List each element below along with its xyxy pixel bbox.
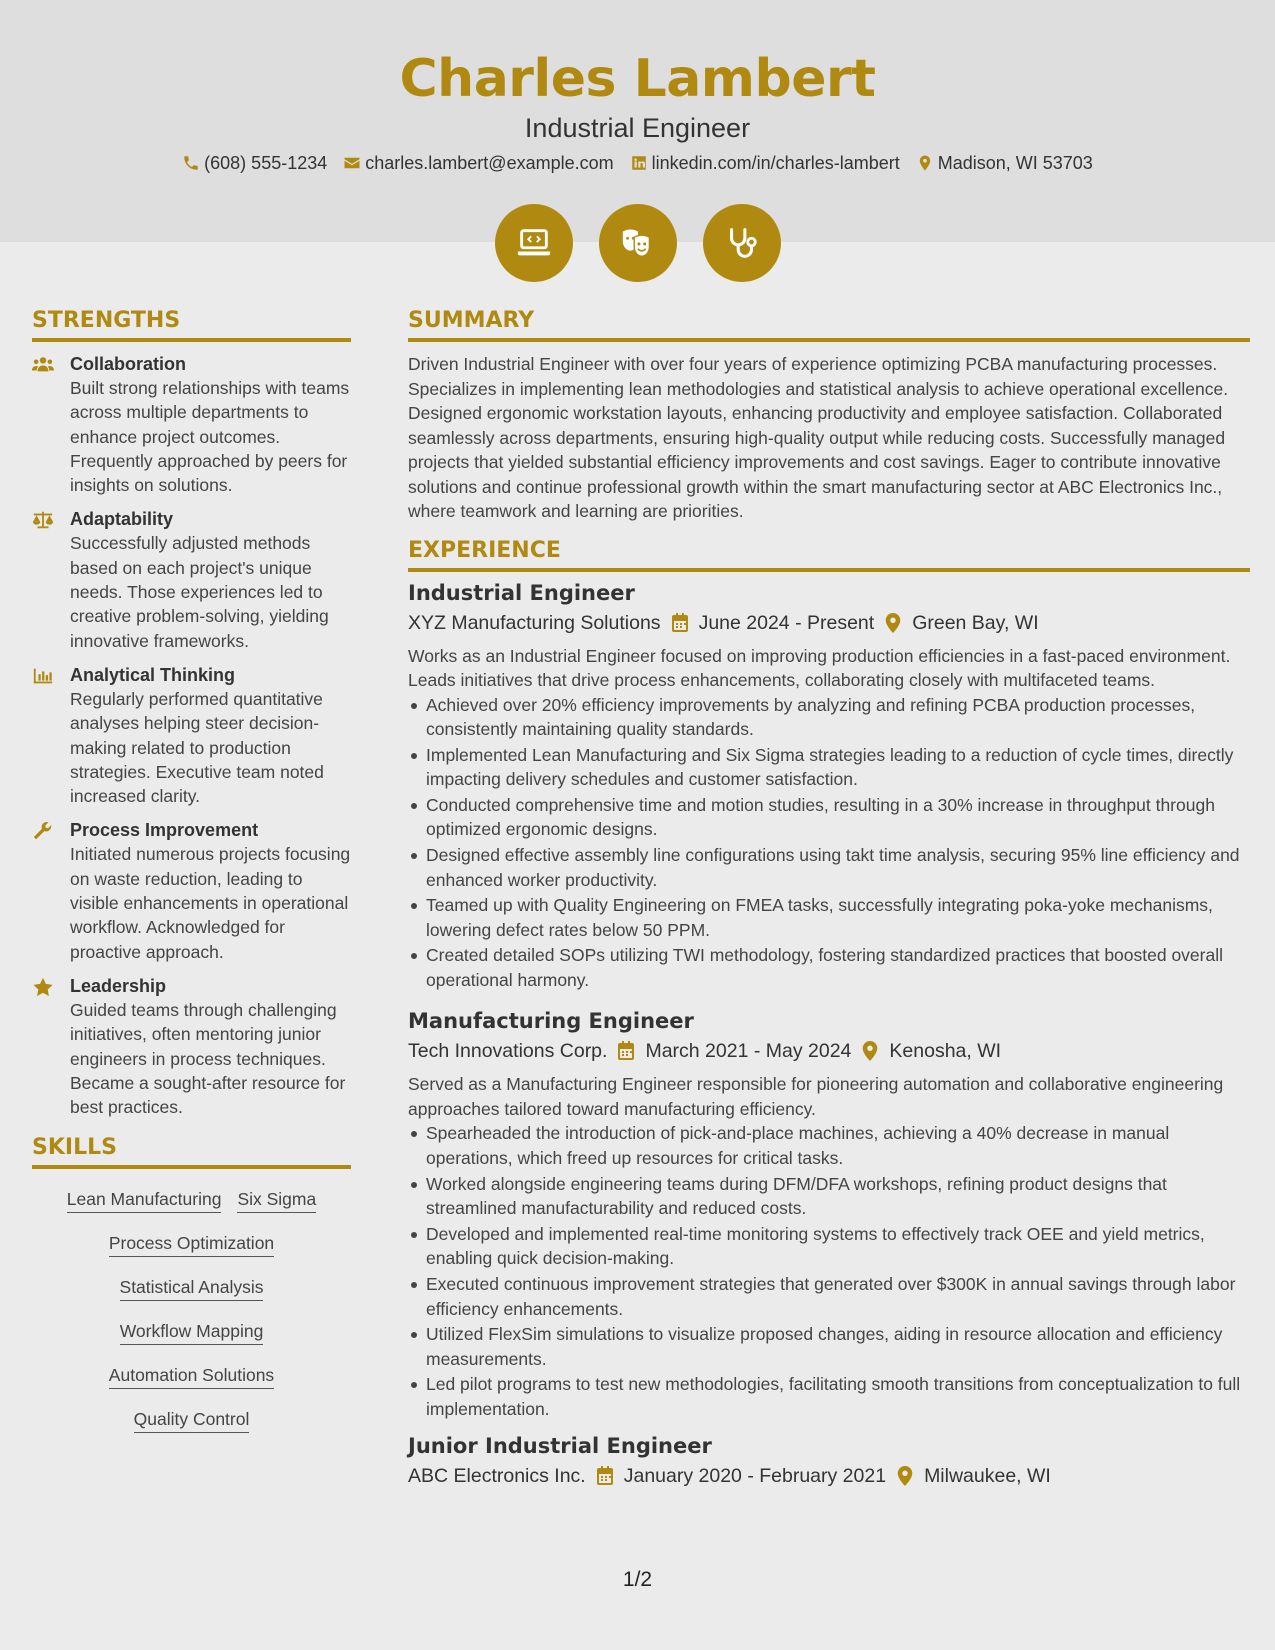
strengths-heading: STRENGTHS (32, 306, 351, 342)
resume-header (0, 44, 1275, 176)
strength-item (32, 507, 351, 652)
left-column (32, 306, 351, 1451)
contact-location (916, 150, 1093, 176)
skill-tag: Automation Solutions (109, 1363, 274, 1389)
phone-text: (608) 555-1234 (204, 153, 328, 173)
experience-heading: EXPERIENCE (408, 536, 1250, 572)
job-meta (408, 608, 1250, 638)
skill-tag: Lean Manufacturing (67, 1187, 222, 1213)
summary-text: Driven Industrial Engineer with over four years of experience optimizing PCBA manufacturing processes. Specializes in implementing lean methodologies and statistical analysis to achieve operational excellence. Designed ergonomic workstation layouts, enhancing productivity and employee satisfaction. Collaborated seamlessly across departments, ensuring high-quality output while reducing costs. Successfully managed projects that yielded substantial efficiency improvements and cost savings. Eager to contribute innovative solutions and continue professional growth within the smart manufacturing sector at ABC Electronics Inc., where teamwork and learning are priorities. (408, 354, 1229, 521)
strength-item (32, 663, 351, 808)
job-entry (408, 1431, 1250, 1491)
job-description: Works as an Industrial Engineer focused on improving production efficiencies in a fast-paced environment. Leads initiatives that drive process enhancements, collaborating closely with multifaceted teams. (408, 645, 1231, 690)
job-dates: June 2024 - Present (698, 611, 875, 634)
skill-tag: Quality Control (134, 1407, 250, 1433)
candidate-name: Charles Lambert (399, 49, 876, 109)
chart-bar-icon (32, 666, 54, 686)
skill-tag: Six Sigma (237, 1187, 316, 1213)
job-bullet: Worked alongside engineering teams during DFM/DFA workshops, refining product designs that streamlined manufacturability and reduced costs. (408, 1172, 1250, 1221)
job-bullet: Achieved over 20% efficiency improvements by analyzing and refining PCBA production processes, consistently maintaining quality standards. (408, 693, 1250, 742)
job-bullet: Spearheaded the introduction of pick-and-place machines, achieving a 40% decrease in manual operations, which freed up resources for critical tasks. (408, 1121, 1250, 1170)
right-column (408, 306, 1250, 1499)
interest-icons (0, 204, 1275, 282)
strength-description: Built strong relationships with teams across multiple departments to enhance project outcomes. Frequently approached by peers for insights on solutions. (70, 378, 350, 496)
job-bullet: Implemented Lean Manufacturing and Six Sigma strategies leading to a reduction of cycle times, directly impacting delivery schedules and customer satisfaction. (408, 743, 1250, 792)
contact-linkedin[interactable] (630, 150, 900, 176)
map-marker-icon (861, 1041, 879, 1061)
strength-description: Regularly performed quantitative analyses helping steer decision-making related to production strategies. Executive team noted increased clarity. (70, 688, 324, 807)
skill-tag: Workflow Mapping (120, 1319, 264, 1345)
calendar-icon (671, 613, 689, 633)
job-bullet: Developed and implemented real-time monitoring systems to effectively track OEE and yield metrics, enabling quick decision-making. (408, 1222, 1250, 1271)
strength-description: Successfully adjusted methods based on each project's unique needs. Those experiences led to creative problem-solving, yielding innovative frameworks. (70, 533, 329, 651)
stethoscope-icon (723, 224, 761, 262)
candidate-title: Industrial Engineer (524, 113, 751, 143)
interest-circle-masks (599, 204, 677, 282)
job-bullets (408, 1121, 1250, 1421)
job-bullet: Executed continuous improvement strategies that generated over $300K in annual savings through labor efficiency enhancements. (408, 1272, 1250, 1321)
map-marker-icon (884, 613, 902, 633)
map-marker-icon (916, 154, 934, 172)
calendar-icon (596, 1466, 614, 1486)
job-dates: January 2020 - February 2021 (623, 1465, 887, 1488)
linkedin-text: linkedin.com/in/charles-lambert (651, 153, 900, 173)
email-text: charles.lambert@example.com (365, 153, 614, 173)
balance-scale-icon (32, 510, 54, 530)
page-number: 1/2 (622, 1568, 653, 1591)
job-description: Served as a Manufacturing Engineer responsible for pioneering automation and collaborative engineering approaches tailored toward manufacturing efficiency. (408, 1074, 1224, 1119)
job-bullet: Conducted comprehensive time and motion studies, resulting in a 30% increase in throughput through optimized ergonomic designs. (408, 793, 1250, 842)
theater-masks-icon (619, 224, 657, 262)
job-company: XYZ Manufacturing Solutions (408, 611, 661, 634)
strength-name: Analytical Thinking (70, 664, 236, 685)
contact-phone[interactable] (182, 150, 327, 176)
job-location: Milwaukee, WI (924, 1465, 1051, 1488)
job-bullet: Created detailed SOPs utilizing TWI methodology, fostering standardized practices that boosted overall operational harmony. (408, 943, 1250, 992)
job-bullet: Designed effective assembly line configurations using takt time analysis, securing 95% line efficiency and enhanced worker productivity. (408, 843, 1250, 892)
strength-item (32, 818, 351, 963)
strength-description: Initiated numerous projects focusing on waste reduction, leading to visible enhancements in operational workflow. Acknowledged for proactive approach. (70, 844, 351, 962)
strength-item (32, 352, 351, 497)
strength-name: Process Improvement (70, 820, 259, 841)
job-location: Kenosha, WI (889, 1040, 1002, 1063)
skill-tag: Process Optimization (109, 1231, 274, 1257)
skill-tag: Statistical Analysis (120, 1275, 264, 1301)
interest-circle-laptop (495, 204, 573, 282)
strength-name: Collaboration (70, 354, 186, 374)
calendar-icon (617, 1041, 635, 1061)
star-icon (32, 977, 54, 997)
job-bullet: Led pilot programs to test new methodologies, facilitating smooth transitions from conceptualization to full implementation. (408, 1372, 1250, 1421)
interest-circle-stethoscope (703, 204, 781, 282)
users-icon (32, 355, 54, 375)
skills-heading: SKILLS (32, 1133, 351, 1169)
job-title: Industrial Engineer (408, 580, 635, 605)
job-company: Tech Innovations Corp. (408, 1040, 608, 1063)
job-bullets (408, 693, 1250, 993)
contact-bar (0, 150, 1275, 176)
laptop-code-icon (515, 224, 553, 262)
job-meta (408, 1461, 1250, 1491)
skills-list (32, 1183, 351, 1433)
job-bullet: Teamed up with Quality Engineering on FMEA tasks, successfully integrating poka-yoke mechanisms, lowering defect rates below 50 PPM. (408, 893, 1250, 942)
job-dates: March 2021 - May 2024 (645, 1040, 852, 1063)
strength-name: Leadership (70, 975, 167, 996)
linkedin-icon (630, 154, 648, 172)
map-marker-icon (896, 1466, 914, 1486)
job-location: Green Bay, WI (912, 611, 1039, 634)
envelope-icon (343, 154, 361, 172)
strength-item (32, 974, 351, 1119)
job-title: Junior Industrial Engineer (408, 1434, 712, 1459)
location-text: Madison, WI 53703 (937, 153, 1093, 173)
summary-heading: SUMMARY (408, 306, 1250, 342)
job-entry (408, 1006, 1250, 1421)
job-entry (408, 578, 1250, 993)
job-meta (408, 1036, 1250, 1066)
strength-name: Adaptability (70, 509, 174, 530)
strength-description: Guided teams through challenging initiatives, often mentoring junior engineers in process techniques. Became a sought-after resource for best practices. (70, 999, 346, 1118)
job-company: ABC Electronics Inc. (408, 1465, 586, 1488)
job-title: Manufacturing Engineer (408, 1009, 694, 1034)
wrench-icon (32, 821, 54, 841)
job-bullet: Utilized FlexSim simulations to visualize proposed changes, aiding in resource allocation and efficiency measurements. (408, 1322, 1250, 1371)
contact-email[interactable] (343, 150, 613, 176)
phone-icon (182, 154, 200, 172)
